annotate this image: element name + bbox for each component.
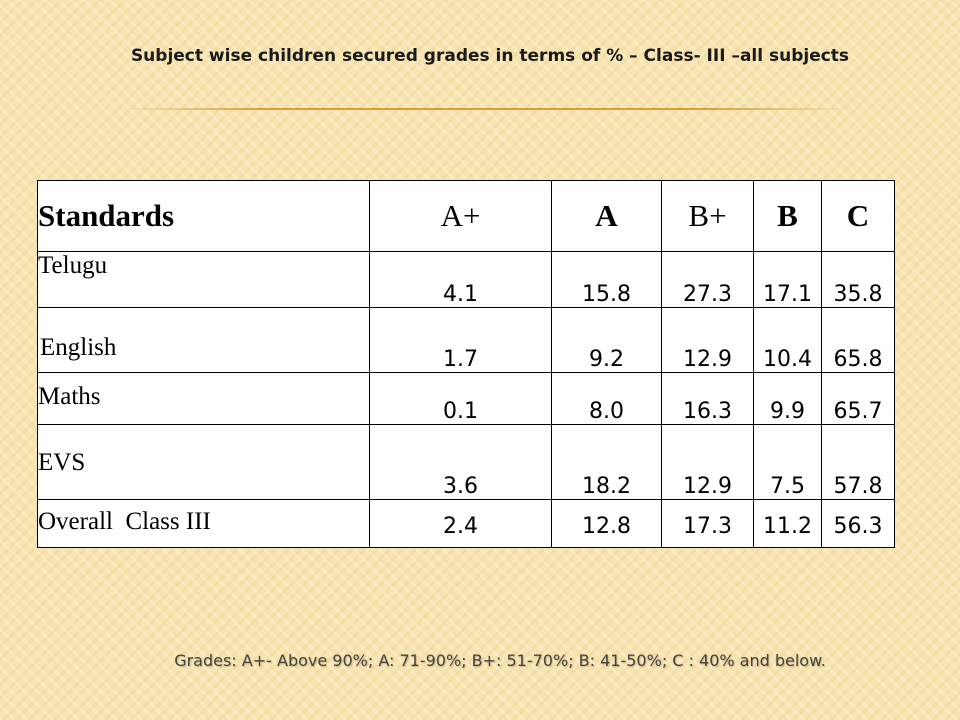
cell-maths-b: 9.9 <box>754 373 822 425</box>
row-label-evs: EVS <box>38 425 370 500</box>
cell-english-a-plus: 1.7 <box>370 308 552 373</box>
header-b-plus: B+ <box>662 181 754 252</box>
cell-evs-b: 7.5 <box>754 425 822 500</box>
header-standards: Standards <box>38 181 370 252</box>
cell-evs-a-plus: 3.6 <box>370 425 552 500</box>
cell-english-a: 9.2 <box>552 308 662 373</box>
cell-maths-a-plus: 0.1 <box>370 373 552 425</box>
table-header-row <box>38 181 895 252</box>
header-a-plus: A+ <box>370 181 552 252</box>
cell-english-b: 10.4 <box>754 308 822 373</box>
table-row <box>38 500 895 548</box>
header-a: A <box>552 181 662 252</box>
cell-evs-b-plus: 12.9 <box>662 425 754 500</box>
cell-maths-b-plus: 16.3 <box>662 373 754 425</box>
table-row <box>38 373 895 425</box>
cell-overall-a: 12.8 <box>552 500 662 548</box>
cell-maths-a: 8.0 <box>552 373 662 425</box>
cell-evs-c: 57.8 <box>822 425 895 500</box>
cell-telugu-c: 35.8 <box>822 252 895 308</box>
cell-maths-c: 65.7 <box>822 373 895 425</box>
row-label-overall: Overall Class III <box>38 500 370 548</box>
table-row <box>38 425 895 500</box>
header-c: C <box>822 181 895 252</box>
cell-telugu-b-plus: 27.3 <box>662 252 754 308</box>
cell-telugu-b: 17.1 <box>754 252 822 308</box>
cell-english-c: 65.8 <box>822 308 895 373</box>
cell-overall-a-plus: 2.4 <box>370 500 552 548</box>
table-row <box>38 308 895 373</box>
title-underline <box>120 108 850 110</box>
grades-table <box>37 180 895 548</box>
cell-telugu-a: 15.8 <box>552 252 662 308</box>
row-label-english: English <box>38 308 370 373</box>
cell-overall-b-plus: 17.3 <box>662 500 754 548</box>
table-row <box>38 252 895 308</box>
grades-legend-footnote: Grades: A+- Above 90%; A: 71-90%; B+: 51-70%; B: 41-50%; C : 40% and below. <box>174 651 826 670</box>
cell-english-b-plus: 12.9 <box>662 308 754 373</box>
cell-overall-b: 11.2 <box>754 500 822 548</box>
row-label-telugu: Telugu <box>38 252 370 308</box>
cell-telugu-a-plus: 4.1 <box>370 252 552 308</box>
header-b: B <box>754 181 822 252</box>
row-label-maths: Maths <box>38 373 370 425</box>
cell-evs-a: 18.2 <box>552 425 662 500</box>
cell-overall-c: 56.3 <box>822 500 895 548</box>
page-title: Subject wise children secured grades in terms of % – Class- III –all subjects <box>130 46 850 66</box>
